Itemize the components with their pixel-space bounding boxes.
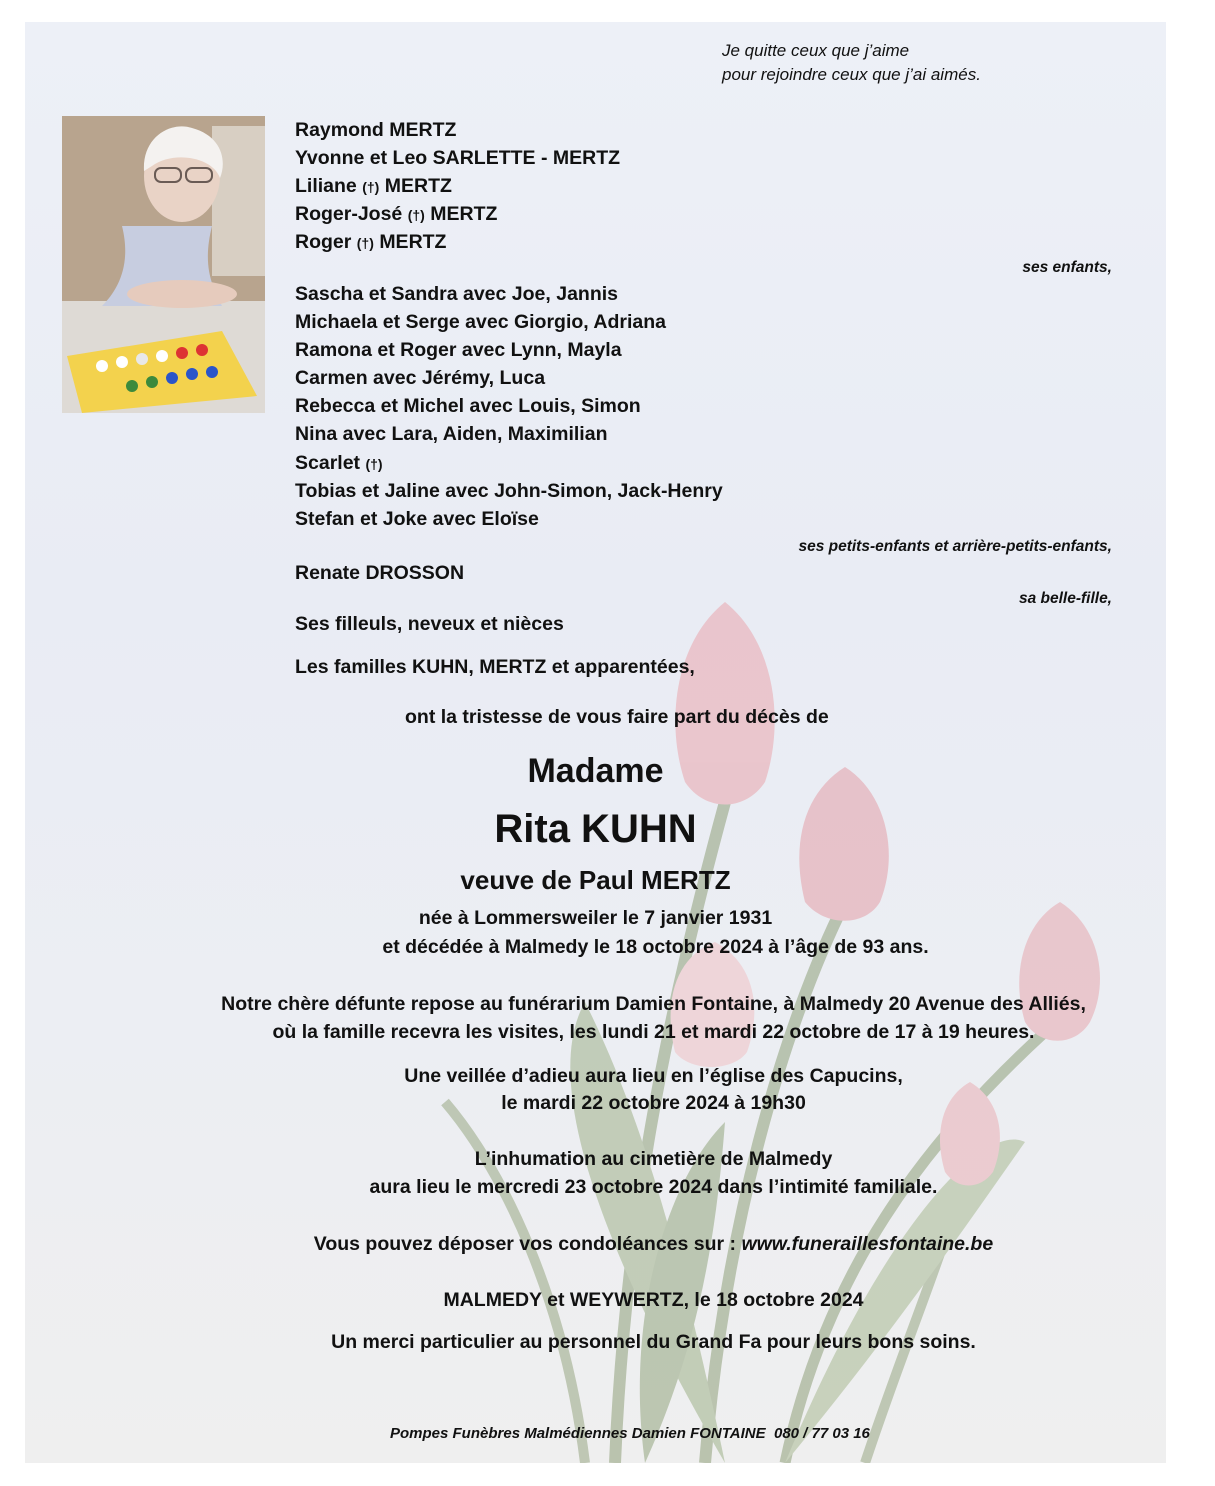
undertaker-name: Pompes Funèbres Malmédiennes Damien FONTAINE: [390, 1425, 766, 1442]
epitaph-line-1: Je quitte ceux que j’aime: [722, 41, 910, 60]
birth-line: née à Lommersweiler le 7 janvier 1931: [418, 907, 773, 929]
grandchild-entry: Rebecca et Michel avec Louis, Simon: [295, 395, 641, 417]
families-line: Les familles KUHN, MERTZ et apparentées,: [295, 656, 695, 678]
child-first-name: Liliane: [295, 175, 357, 197]
vigil-line-1: Une veillée d’adieu aura lieu en l’église des Capucins,: [404, 1065, 903, 1087]
children-label: ses enfants,: [1022, 259, 1112, 276]
daughter-in-law-name: Renate DROSSON: [295, 562, 465, 584]
grandchild-entry: Ramona et Roger avec Lynn, Mayla: [295, 339, 622, 361]
child-entry: [295, 231, 446, 254]
deceased-cross-mark: (†): [407, 207, 425, 223]
grandchild-entry: Tobias et Jaline avec John-Simon, Jack-Henry: [295, 480, 723, 502]
grandchild-entry: Nina avec Lara, Aiden, Maximilian: [295, 423, 608, 445]
grandchild-entry: [295, 452, 383, 475]
grandchild-entry: Michaela et Serge avec Giorgio, Adriana: [295, 311, 666, 333]
grandchildren-label: ses petits-enfants et arrière-petits-enfants,: [798, 538, 1112, 555]
grandchild-entry: Sascha et Sandra avec Joe, Jannis: [295, 283, 619, 305]
death-line: et décédée à Malmedy le 18 octobre 2024 à l’âge de 93 ans.: [382, 936, 929, 958]
vigil-line-2: le mardi 22 octobre 2024 à 19h30: [501, 1092, 806, 1114]
epitaph-line-2: pour rejoindre ceux que j’ai aimés.: [722, 65, 981, 84]
grandchild-first-name: Scarlet: [295, 452, 361, 474]
child-first-name: Roger-José: [295, 203, 403, 225]
child-entry: [295, 203, 497, 226]
portrait-photo: [62, 116, 265, 413]
undertaker-phone: 080 / 77 03 16: [773, 1425, 870, 1442]
child-entry: [295, 175, 452, 198]
child-last-name: MERTZ: [379, 231, 447, 253]
condolences-line: [83, 1233, 1166, 1256]
visitation-line-1: Notre chère défunte repose au funérarium Damien Fontaine, à Malmedy 20 Avenue des Alliés,: [221, 993, 1086, 1015]
epitaph-quote: [722, 39, 981, 87]
condolences-text: Vous pouvez déposer vos condoléances sur :: [313, 1233, 742, 1255]
obituary-sheet: [25, 22, 1166, 1463]
footer-undertaker: [390, 1425, 870, 1442]
deceased-cross-mark: (†): [356, 235, 374, 251]
deceased-cross-mark: (†): [365, 456, 383, 472]
deceased-cross-mark: (†): [362, 179, 380, 195]
place-date: MALMEDY et WEYWERTZ, le 18 octobre 2024: [443, 1289, 864, 1311]
child-last-name: MERTZ: [430, 203, 498, 225]
condolences-link[interactable]: www.funeraillesfontaine.be: [741, 1233, 994, 1255]
child-entry: Raymond MERTZ: [295, 119, 457, 141]
child-first-name: Roger: [295, 231, 352, 253]
burial-line-2: aura lieu le mercredi 23 octobre 2024 dans l’intimité familiale.: [369, 1176, 938, 1198]
godchildren-line: Ses filleuls, neveux et nièces: [295, 613, 564, 635]
announcement-line: ont la tristesse de vous faire part du décès de: [405, 706, 829, 728]
deceased-name: Rita KUHN: [494, 807, 697, 851]
burial-line-1: L’inhumation au cimetière de Malmedy: [474, 1148, 833, 1170]
child-last-name: MERTZ: [384, 175, 452, 197]
daughter-in-law-label: sa belle-fille,: [1018, 590, 1112, 607]
deceased-title: Madame: [527, 752, 664, 790]
child-entry: Yvonne et Leo SARLETTE - MERTZ: [295, 147, 621, 169]
grandchild-entry: Carmen avec Jérémy, Luca: [295, 367, 546, 389]
visitation-line-2: où la famille recevra les visites, les lundi 21 et mardi 22 octobre de 17 à 19 heures.: [272, 1021, 1035, 1043]
thanks-line: Un merci particulier au personnel du Grand Fa pour leurs bons soins.: [331, 1331, 976, 1353]
deceased-widow-of: veuve de Paul MERTZ: [460, 865, 731, 895]
grandchild-entry: Stefan et Joke avec Eloïse: [295, 508, 539, 530]
